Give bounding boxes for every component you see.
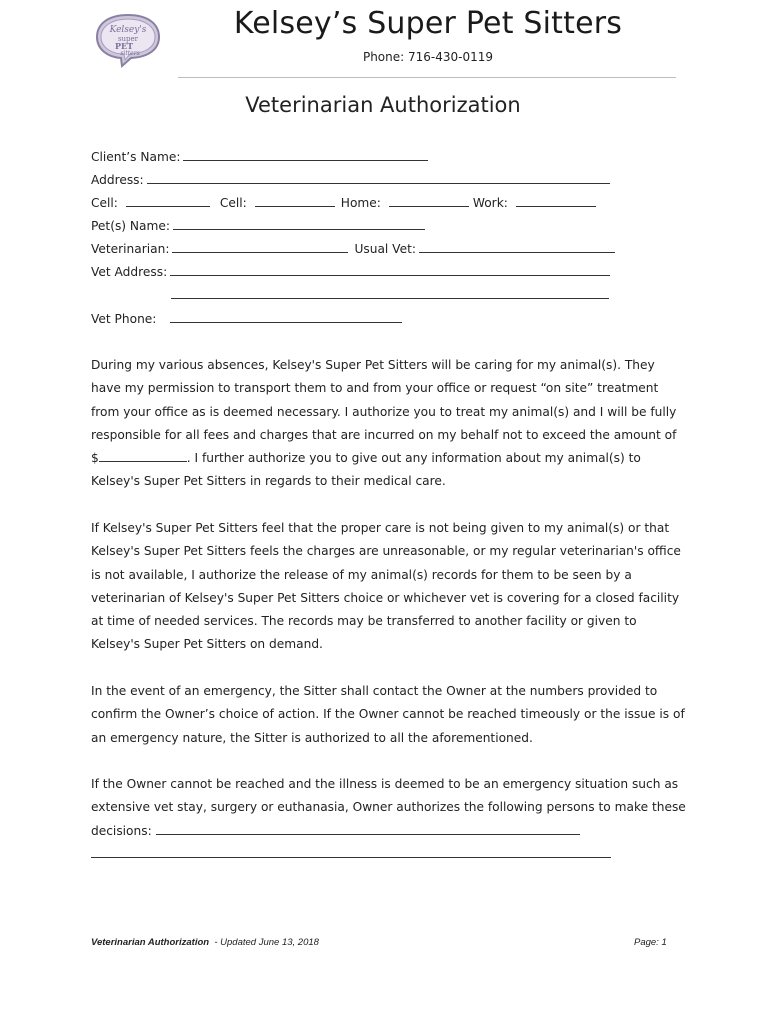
vet-address-blank-2[interactable] — [171, 286, 609, 299]
veterinarian-row — [91, 240, 615, 258]
phone-numbers-row — [91, 194, 596, 212]
home-label: Home: — [340, 196, 381, 210]
footer-page-number: Page: 1 — [634, 937, 667, 948]
emergency-paragraph: In the event of an emergency, the Sitter shall contact the Owner at the numbers provided to confirm the Owner’s choice of action. If the Owner cannot be reached timeously or the issue is of an emergency nature, the Sitter is authorized to all the aforementioned. — [91, 684, 685, 745]
header-divider — [178, 77, 676, 78]
usual-vet-blank[interactable] — [419, 240, 615, 253]
decision-makers-paragraph — [91, 773, 687, 866]
home-blank[interactable] — [389, 194, 469, 207]
decision-makers-blank-1[interactable] — [156, 822, 580, 835]
authorization-text-b: . I further authorize you to give out any information about my animal(s) to Kelsey's Super Pet Sitters in regards to their medical care. — [91, 451, 641, 489]
vet-address-label: Vet Address: — [91, 265, 168, 279]
pets-name-blank[interactable] — [173, 217, 425, 230]
decision-makers-blank-2[interactable] — [91, 845, 611, 858]
authorization-text-a: During my various absences, Kelsey's Super Pet Sitters will be caring for my animal(s). They have my permission to transport them to and from your office or request “on site” treatment from your office as is deemed necessary. I authorize you to treat my animal(s) and I will be fully responsible for all fees and charges that are incurred on my behalf not to exceed the amount of $ — [91, 358, 677, 466]
usual-vet-label: Usual Vet: — [354, 242, 416, 256]
vet-phone-blank[interactable] — [170, 310, 402, 323]
authorization-paragraph — [91, 354, 687, 494]
footer-doc-name: Veterinarian Authorization — [91, 937, 210, 948]
address-blank[interactable] — [147, 171, 610, 184]
address-row — [91, 171, 610, 189]
work-blank[interactable] — [516, 194, 596, 207]
company-phone: Phone: 716-430-0119 — [362, 50, 494, 64]
cell-1-blank[interactable] — [126, 194, 210, 207]
vet-address-row — [91, 263, 610, 281]
company-name: Kelsey’s Super Pet Sitters — [233, 6, 623, 41]
veterinarian-label: Veterinarian: — [91, 242, 170, 256]
svg-text:Kelsey's: Kelsey's — [109, 25, 147, 35]
amount-blank[interactable] — [99, 449, 187, 462]
svg-text:PET: PET — [114, 41, 134, 51]
vet-address-row-2 — [171, 286, 609, 304]
records-release-paragraph: If Kelsey's Super Pet Sitters feel that the proper care is not being given to my animal(s) or that Kelsey's Super Pet Sitters feels the charges are unreasonable, or my regular veterinarian's office is not available, I authorize the release of my animal(s) records for them to be seen by a veterinarian of Kelsey's Super Pet Sitters choice or whichever vet is covering for a closed facility at time of needed services. The records may be transferred to another facility or given to Kelsey's Super Pet Sitters on demand. — [91, 521, 681, 652]
cell-2-label: Cell: — [219, 196, 247, 210]
vet-address-blank-1[interactable] — [170, 263, 610, 276]
cell-2-blank[interactable] — [255, 194, 335, 207]
address-label: Address: — [91, 173, 144, 187]
pets-name-label: Pet(s) Name: — [91, 219, 170, 233]
pets-name-row — [91, 217, 425, 235]
cell-1-label: Cell: — [91, 196, 118, 210]
decision-makers-text: If the Owner cannot be reached and the illness is deemed to be an emergency situation such as extensive vet stay, surgery or euthanasia, Owner authorizes the following persons to make these decisions: — [91, 777, 686, 838]
logo-speech-bubble-icon — [94, 12, 162, 68]
svg-text:sitters: sitters — [120, 50, 140, 57]
work-label: Work: — [472, 196, 508, 210]
veterinarian-blank[interactable] — [172, 240, 348, 253]
client-name-row — [91, 148, 428, 166]
client-name-blank[interactable] — [183, 148, 428, 161]
footer-doc-info — [91, 937, 319, 948]
client-name-label: Client’s Name: — [91, 150, 181, 164]
company-logo — [94, 12, 162, 64]
vet-phone-row — [91, 310, 402, 328]
vet-phone-label: Vet Phone: — [91, 312, 157, 326]
document-title: Veterinarian Authorization — [245, 93, 521, 117]
footer-updated: - Updated June 13, 2018 — [214, 937, 319, 948]
svg-text:super: super — [117, 35, 139, 43]
